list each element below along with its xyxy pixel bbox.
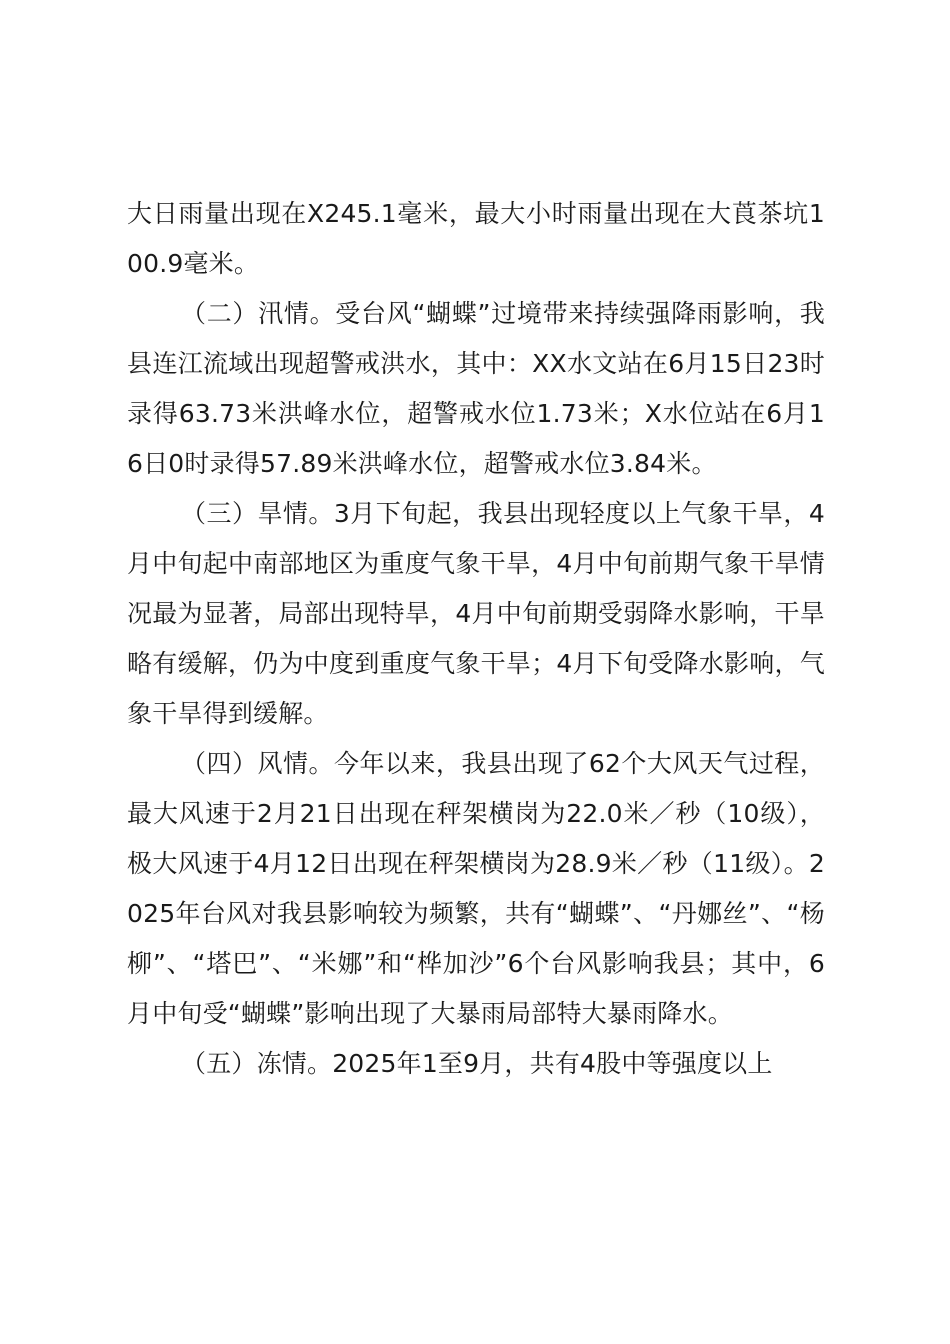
paragraph-drought-situation: （三）旱情。3月下旬起，我县出现轻度以上气象干旱，4月中旬起中南部地区为重度气象干旱，4月中旬前期气象干旱情况最为显著，局部出现特旱，4月中旬前期受弱降水影响，干旱略有缓解，仍为中度到重度气象干旱；4月下旬受降水影响，气象干旱得到缓解。 — [127, 499, 825, 728]
paragraph-flood-situation: （二）汛情。受台风“蝴蝶”过境带来持续强降雨影响，我县连江流域出现超警戒洪水，其中：XX水文站在6月15日23时录得63.73米洪峰水位，超警戒水位1.73米；X水位站在6月16日0时录得57.89米洪峰水位，超警戒水位3.84米。 — [127, 299, 825, 478]
paragraph-wind-situation: （四）风情。今年以来，我县出现了62个大风天气过程，最大风速于2月21日出现在秤架横岗为22.0米／秒（10级），极大风速于4月12日出现在秤架横岗为28.9米／秒（11级）。2025年台风对我县影响较为频繁，共有“蝴蝶”、“丹娜丝”、“杨柳”、“塔巴”、“米娜”和“桦加沙”6个台风影响我县；其中，6月中旬受“蝴蝶”影响出现了大暴雨局部特大暴雨降水。 — [127, 749, 825, 1028]
paragraph-frost-situation: （五）冻情。2025年1至9月，共有4股中等强度以上 — [181, 1049, 773, 1078]
paragraph-rainfall-continued: 大日雨量出现在X245.1毫米，最大小时雨量出现在大莨茶坑100.9毫米。 — [127, 199, 825, 278]
document-body — [127, 189, 825, 1089]
